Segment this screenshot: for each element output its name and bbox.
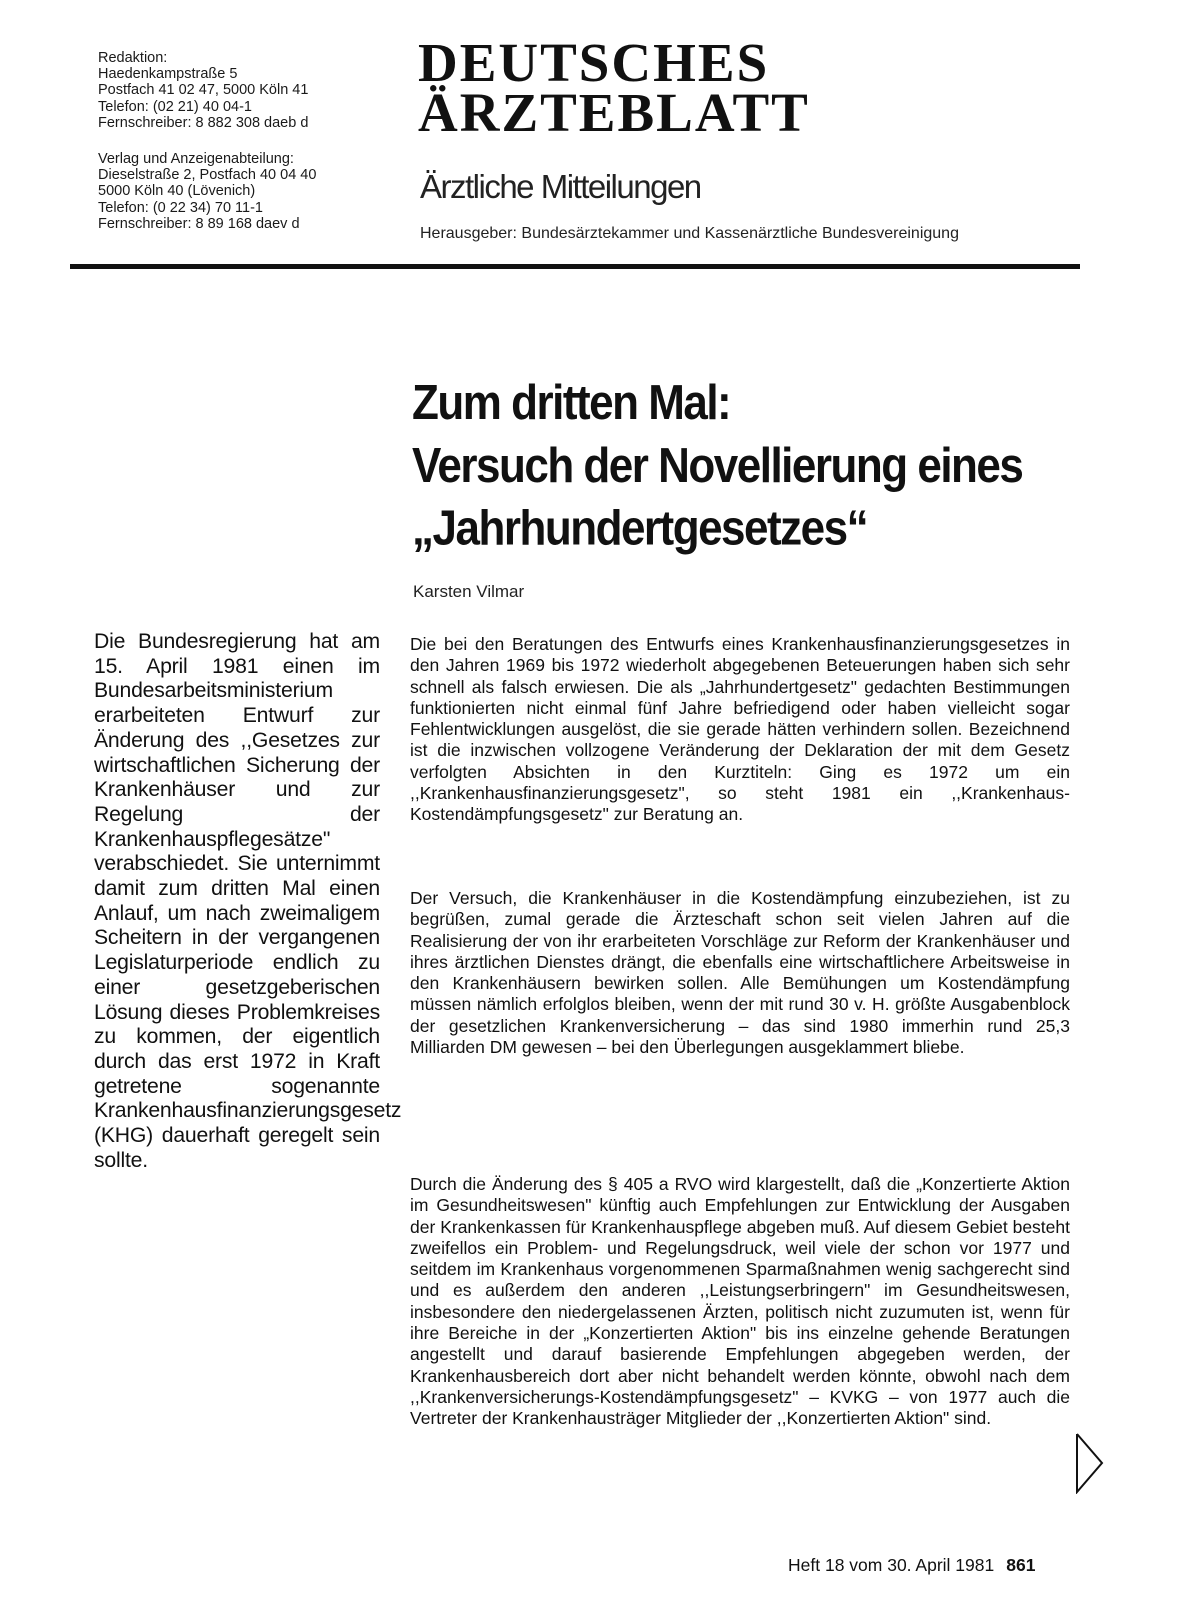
issue-label: Heft 18 vom 30. April 1981	[788, 1555, 995, 1575]
page-footer	[788, 1555, 1035, 1576]
body-paragraph: Durch die Änderung des § 405 a RVO wird klargestellt, daß die „Konzertierte Aktion im Gesundheitswesen" künftig auch Empfehlungen zur Entwicklung der Ausgaben der Krankenkassen für Krankenhauspflege abgeben muß. Auf diesem Gebiet besteht zweifellos ein Problem- und Regelungsdruck, weil viele der schon vor 1977 und seitdem im Krankenhaus vorgenommenen Sparmaßnahmen wenig sachgerecht sind und es außerdem den anderen ,,Leistungserbringern" im Gesundheitswesen, insbesondere den niedergelassenen Ärzten, politisch nicht zuzumuten ist, wenn für ihre Bereiche in der „Konzertierten Aktion" bis ins einzelne gehende Beratungen angestellt und darauf basierende Empfehlungen abgegeben werden, der Krankenhausbereich dort aber nicht behandelt werden könnte, obwohl nach dem ,,Krankenversicherungs-Kostendämpfungsgesetz" – KVKG – von 1977 auch die Vertreter der Krankenhausträger Mitglieder der ,,Konzertierten Aktion" sind.	[410, 1174, 1070, 1429]
article-author: Karsten Vilmar	[413, 582, 525, 601]
contact-line: Fernschreiber: 8 89 168 daev d	[98, 215, 300, 232]
article-headline	[412, 372, 1112, 560]
masthead-title	[418, 32, 1098, 143]
contact-line: Telefon: (0 22 34) 70 11-1	[98, 199, 263, 216]
headline-line-1: Zum dritten Mal:	[412, 375, 731, 431]
headline-line-2: Versuch der Novellierung eines	[412, 438, 1023, 493]
page-number: 861	[1006, 1555, 1036, 1575]
contact-line: 5000 Köln 40 (Lövenich)	[98, 183, 256, 200]
contact-line: Redaktion:	[98, 50, 168, 66]
masthead-line-1: DEUTSCHES	[418, 32, 770, 93]
contact-line: Haedenkampstraße 5	[98, 66, 238, 83]
masthead-line-2: ÄRZTEBLATT	[418, 82, 810, 143]
contact-line: Telefon: (02 21) 40 04-1	[98, 98, 252, 115]
headline-line-3: „Jahrhundertgesetzes“	[412, 500, 868, 556]
body-paragraph: Die bei den Beratungen des Entwurfs eines Krankenhausfinanzierungsgesetzes in den Jahren 1969 bis 1972 wiederholt abgegebenen Beteuerungen haben sich sehr schnell als falsch erwiesen. Die als „Jahrhundertgesetz" gedachten Bestimmungen funktionierten nicht einmal fünf Jahre befriedigend oder haben vielleicht sogar Fehlentwicklungen ausgelöst, die sie gerade hätten verhindern sollen. Bezeichnend ist die inzwischen vollzogene Veränderung der Deklaration der mit dem Gesetz verfolgten Absichten in den Kurztiteln: Ging es 1972 um ein ,,Krankenhausfinanzierungsgesetz", so steht 1981 ein ,,Krankenhaus-Kostendämpfungsgesetz" zur Beratung an.	[410, 634, 1070, 825]
contact-publisher	[98, 151, 398, 232]
contact-line: Verlag und Anzeigenabteilung:	[98, 151, 294, 167]
contact-line: Postfach 41 02 47, 5000 Köln 41	[98, 82, 309, 99]
contact-line: Fernschreiber: 8 882 308 daeb d	[98, 114, 309, 131]
contact-line: Dieselstraße 2, Postfach 40 04 40	[98, 167, 317, 184]
continue-arrow-icon	[1075, 1432, 1105, 1499]
masthead-rule	[70, 264, 1080, 269]
article-lead: Die Bundesregierung hat am 15. April 1981 einen im Bundesarbeitsministerium erarbeiteten Entwurf zur Änderung des ,,Gesetzes zur wirtschaftlichen Sicherung der Krankenhäuser und zur Regelung der Krankenhauspflegesätze" verabschiedet. Sie unternimmt damit zum dritten Mal einen Anlauf, um nach zweimaligem Scheitern in der vergangenen Legislaturperiode endlich zu einer gesetzgeberischen Lösung dieses Problemkreises zu kommen, der eigentlich durch das erst 1972 in Kraft getretene sogenannte Krankenhausfinanzierungsgesetz (KHG) dauerhaft geregelt sein sollte.	[94, 630, 402, 1172]
publisher-line: Herausgeber: Bundesärztekammer und Kassenärztliche Bundesvereinigung	[420, 225, 959, 242]
body-paragraph: Der Versuch, die Krankenhäuser in die Kostendämpfung einzubeziehen, ist zu begrüßen, zumal gerade die Ärzteschaft schon seit vielen Jahren auf die Realisierung der von ihr erarbeiteten Vorschläge zur Reform der Krankenhäuser und ihres ärztlichen Dienstes drängt, die ebenfalls eine wirtschaftlichere Arbeitsweise in den Krankenhäusern bewirken sollen. Alle Bemühungen um Kostendämpfung müssen nämlich erfolglos bleiben, wenn der mit rund 30 v. H. größte Ausgabenblock der gesetzlichen Krankenversicherung – das sind 1980 immerhin rund 25,3 Milliarden DM gewesen – bei den Überlegungen ausgeklammert bliebe.	[410, 888, 1070, 1058]
contact-editorial	[98, 50, 398, 131]
masthead-subtitle: Ärztliche Mitteilungen	[420, 168, 701, 205]
